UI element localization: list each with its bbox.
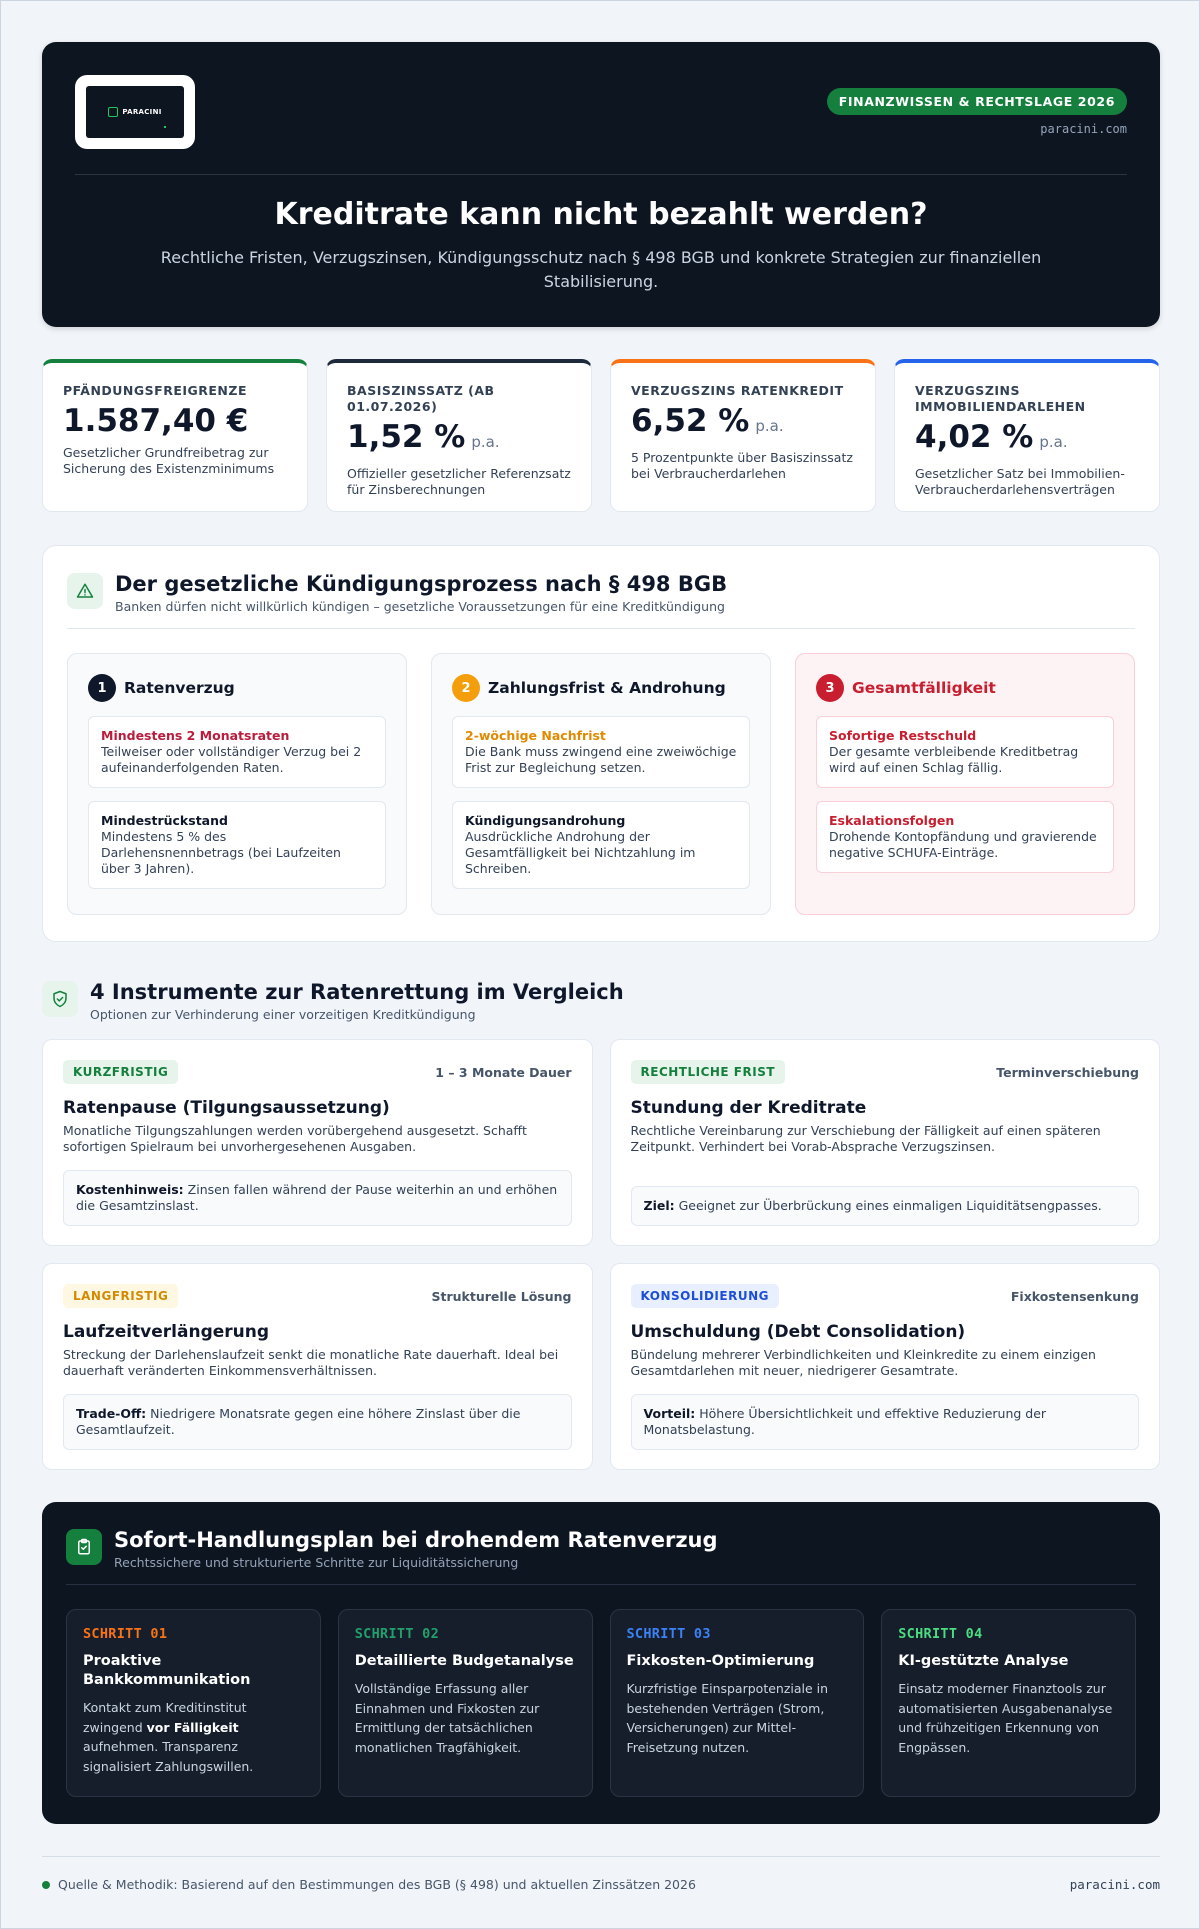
section-subtitle: Optionen zur Verhinderung einer vorzeitigen Kreditkündigung	[90, 1007, 476, 1022]
instrument-meta: Strukturelle Lösung	[431, 1288, 572, 1304]
step-detail-card	[452, 801, 750, 889]
plan-step-number: SCHRITT 04	[898, 1626, 983, 1642]
step-title: Gesamtfälligkeit	[852, 679, 996, 697]
logo-text: PARACINI	[122, 108, 162, 116]
section-header	[67, 570, 1135, 614]
plan-steps	[66, 1609, 1136, 1797]
instrument-header	[63, 1284, 572, 1308]
instrument-tag: LANGFRISTIG	[63, 1284, 178, 1308]
action-plan-section	[42, 1502, 1160, 1824]
step-detail-text: Ausdrückliche Androhung der Gesamtfälligkeit bei Nichtzahlung im Schreiben.	[465, 829, 696, 876]
section-subtitle: Rechtssichere und strukturierte Schritte zur Liquiditätssicherung	[114, 1555, 519, 1570]
instrument-title: Laufzeitverlängerung	[63, 1322, 270, 1342]
step-header	[816, 674, 1114, 702]
instrument-note: Trade-Off: Niedrigere Monatsrate gegen eine höhere Zinslast über die Gesamtlaufzeit.	[63, 1394, 572, 1450]
section-title: Sofort-Handlungsplan bei drohendem Ratenverzug	[114, 1528, 718, 1552]
logo-inner	[86, 86, 184, 138]
instrument-description: Bündelung mehrerer Verbindlichkeiten und Kleinkredite zu einem einzigen Gesamtdarlehen mit neuer, niedrigerer Gesamtrate.	[630, 1347, 1096, 1378]
instrument-description: Rechtliche Vereinbarung zur Verschiebung der Fälligkeit auf einen späteren Zeitpunkt. Verhindert bei Vorab-Absprache Verzugszinsen.	[630, 1123, 1101, 1154]
instrument-title: Ratenpause (Tilgungsaussetzung)	[63, 1098, 390, 1118]
status-dot-icon	[42, 1881, 50, 1889]
hero-meta	[827, 75, 1127, 136]
step-detail-text: Die Bank muss zwingend eine zweiwöchige Frist zur Begleichung setzen.	[465, 744, 737, 775]
stat-description: Gesetzlicher Satz bei Immobilien-Verbraucherdarlehensverträgen	[915, 466, 1125, 497]
stat-value: 1,52 % p.a.	[347, 419, 500, 455]
plan-step-card	[66, 1609, 321, 1797]
instrument-tag: KONSOLIDIERUNG	[631, 1284, 779, 1308]
stat-card-basiszinssatz	[326, 359, 592, 512]
shield-check-icon	[42, 981, 78, 1017]
instrument-note: Vorteil: Höhere Übersichtlichkeit und effektive Reduzierung der Monatsbelastung.	[631, 1394, 1140, 1450]
instrument-card-laufzeitverlaengerung	[42, 1263, 593, 1470]
clipboard-check-icon	[66, 1529, 102, 1565]
page-subtitle: Rechtliche Fristen, Verzugszinsen, Kündigungsschutz nach § 498 BGB und konkrete Strategien zur finanziellen Stabilisierung.	[160, 248, 1042, 291]
divider	[66, 1584, 1136, 1585]
instrument-note: Ziel: Geeignet zur Überbrückung eines einmaligen Liquiditätsengpasses.	[631, 1186, 1140, 1226]
plan-step-description: Vollständige Erfassung aller Einnahmen und Fixkosten zur Ermittlung der tatsächlichen monatlichen Tragfähigkeit.	[354, 1681, 540, 1755]
instrument-card-ratenpause	[42, 1039, 593, 1246]
stat-label: PFÄNDUNGSFREIGRENZE	[63, 383, 247, 398]
plan-step-description: Einsatz moderner Finanztools zur automatisierten Ausgabenanalyse und frühzeitigen Erkennung von Engpässen.	[898, 1681, 1113, 1755]
topic-badge: FINANZWISSEN & RECHTSLAGE 2026	[827, 88, 1127, 115]
stat-description: Gesetzlicher Grundfreibetrag zur Sicherung des Existenzminimums	[63, 445, 275, 476]
source-text: Quelle & Methodik: Basierend auf den Bestimmungen des BGB (§ 498) und aktuellen Zinssätzen 2026	[58, 1877, 696, 1892]
step-detail-text: Teilweiser oder vollständiger Verzug bei 2 aufeinanderfolgenden Raten.	[101, 744, 362, 775]
instrument-description: Streckung der Darlehenslaufzeit senkt die monatliche Rate dauerhaft. Ideal bei dauerhaft veränderten Einkommensverhältnissen.	[63, 1347, 559, 1378]
instrument-note: Kostenhinweis: Zinsen fallen während der Pause weiterhin an und erhöhen die Gesamtzinslast.	[63, 1170, 572, 1226]
plan-step-number: SCHRITT 01	[83, 1626, 168, 1642]
step-detail-card	[816, 716, 1114, 788]
divider	[67, 628, 1135, 629]
section-subtitle: Banken dürfen nicht willkürlich kündigen – gesetzliche Voraussetzungen für eine Kreditkündigung	[115, 599, 725, 614]
page-title: Kreditrate kann nicht bezahlt werden?	[274, 197, 928, 232]
plan-step-title: KI-gestützte Analyse	[898, 1653, 1069, 1669]
stat-card-verzugszins-immobilien	[894, 359, 1160, 512]
step-number: 3	[816, 674, 844, 702]
step-detail-heading: Eskalationsfolgen	[829, 813, 955, 828]
step-number: 1	[88, 674, 116, 702]
stat-unit: p.a.	[471, 433, 500, 451]
plan-step-title: Detaillierte Budgetanalyse	[354, 1653, 574, 1669]
process-step-zahlungsfrist	[431, 653, 771, 915]
instrument-tag: RECHTLICHE FRIST	[631, 1060, 786, 1084]
plan-step-description: Kurzfristige Einsparpotenziale in bestehenden Verträgen (Strom, Versicherungen) zur Mittel-Freisetzung nutzen.	[626, 1681, 829, 1755]
plan-step-number: SCHRITT 03	[626, 1626, 711, 1642]
step-detail-card	[452, 716, 750, 788]
source-note	[42, 1877, 696, 1892]
plan-step-card	[881, 1609, 1136, 1797]
termination-process-section	[42, 545, 1160, 942]
process-steps	[67, 653, 1135, 915]
instrument-header	[631, 1060, 1140, 1084]
stat-unit: p.a.	[755, 417, 784, 435]
step-number: 2	[452, 674, 480, 702]
instrument-meta: 1 – 3 Monate Dauer	[435, 1064, 572, 1080]
stat-value: 6,52 % p.a.	[631, 403, 784, 439]
instrument-card-stundung	[610, 1039, 1161, 1246]
plan-step-description: Kontakt zum Kreditinstitut zwingend vor Fälligkeit aufnehmen. Transparenz signalisiert Zahlungswillen.	[83, 1700, 254, 1774]
instrument-card-umschuldung	[610, 1263, 1161, 1470]
instrument-tag: KURZFRISTIG	[63, 1060, 178, 1084]
instrument-description: Monatliche Tilgungszahlungen werden vorübergehend ausgesetzt. Schafft sofortigen Spielraum bei unvorhergesehenen Ausgaben.	[63, 1123, 527, 1154]
stat-label: VERZUGSZINS IMMOBILIENDARLEHEN	[915, 383, 1086, 414]
stat-card-verzugszins-ratenkredit	[610, 359, 876, 512]
section-title: Der gesetzliche Kündigungsprozess nach § 498 BGB	[115, 572, 728, 596]
step-detail-heading: 2-wöchige Nachfrist	[465, 728, 606, 743]
hero-top-bar	[75, 75, 1127, 175]
plan-step-title: Proaktive Bankkommunikation	[83, 1653, 251, 1688]
site-url[interactable]: paracini.com	[1040, 122, 1127, 136]
logo[interactable]	[75, 75, 195, 149]
key-figures	[42, 359, 1160, 512]
instruments-section	[42, 978, 1160, 1470]
plan-step-card	[338, 1609, 593, 1797]
content-wrapper	[42, 42, 1160, 1892]
instrument-grid	[42, 1039, 1160, 1470]
section-header	[66, 1526, 1136, 1570]
instrument-title: Umschuldung (Debt Consolidation)	[630, 1322, 966, 1342]
instrument-meta: Fixkostensenkung	[1010, 1288, 1139, 1304]
step-detail-heading: Kündigungsandrohung	[465, 813, 626, 828]
stat-value: 1.587,40 €	[63, 403, 249, 439]
stat-card-pfaendungsfreigrenze	[42, 359, 308, 512]
step-detail-text: Drohende Kontopfändung und gravierende negative SCHUFA-Einträge.	[829, 829, 1097, 860]
stat-description: 5 Prozentpunkte über Basiszinssatz bei Verbraucherdarlehen	[631, 450, 853, 481]
step-detail-card	[88, 716, 386, 788]
step-detail-card	[816, 801, 1114, 873]
section-title: 4 Instrumente zur Ratenrettung im Vergleich	[90, 980, 624, 1004]
plan-step-card	[610, 1609, 865, 1797]
logo-dot	[164, 126, 166, 128]
warning-triangle-icon	[67, 573, 103, 609]
footer	[42, 1856, 1160, 1892]
plan-step-number: SCHRITT 02	[354, 1626, 440, 1642]
stat-label: BASISZINSSATZ (AB 01.07.2026)	[347, 383, 495, 414]
instrument-meta: Terminverschiebung	[996, 1064, 1139, 1080]
instrument-header	[631, 1284, 1140, 1308]
step-title: Zahlungsfrist & Androhung	[488, 679, 726, 697]
step-detail-heading: Mindestrückstand	[101, 813, 228, 828]
step-detail-card	[88, 801, 386, 889]
stat-description: Offizieller gesetzlicher Referenzsatz für Zinsberechnungen	[347, 466, 571, 497]
plan-step-title: Fixkosten-Optimierung	[626, 1653, 815, 1669]
stat-label: VERZUGSZINS RATENKREDIT	[631, 383, 844, 398]
step-header	[88, 674, 386, 702]
process-step-ratenverzug	[67, 653, 407, 915]
step-detail-heading: Sofortige Restschuld	[829, 728, 977, 743]
hero-header	[42, 42, 1160, 327]
process-step-gesamtfaelligkeit	[795, 653, 1135, 915]
footer-site-link[interactable]: paracini.com	[1069, 1877, 1160, 1892]
step-header	[452, 674, 750, 702]
step-detail-heading: Mindestens 2 Monatsraten	[101, 728, 290, 743]
stat-value: 4,02 % p.a.	[915, 419, 1068, 455]
instrument-header	[63, 1060, 572, 1084]
step-title: Ratenverzug	[124, 679, 235, 697]
section-header	[42, 978, 1160, 1022]
step-detail-text: Der gesamte verbleibende Kreditbetrag wird auf einen Schlag fällig.	[829, 744, 1079, 775]
instrument-title: Stundung der Kreditrate	[630, 1098, 867, 1118]
logo-mark-icon	[108, 107, 118, 117]
step-detail-text: Mindestens 5 % des Darlehensnennbetrags (bei Laufzeiten über 3 Jahren).	[101, 829, 341, 876]
stat-unit: p.a.	[1039, 433, 1068, 451]
